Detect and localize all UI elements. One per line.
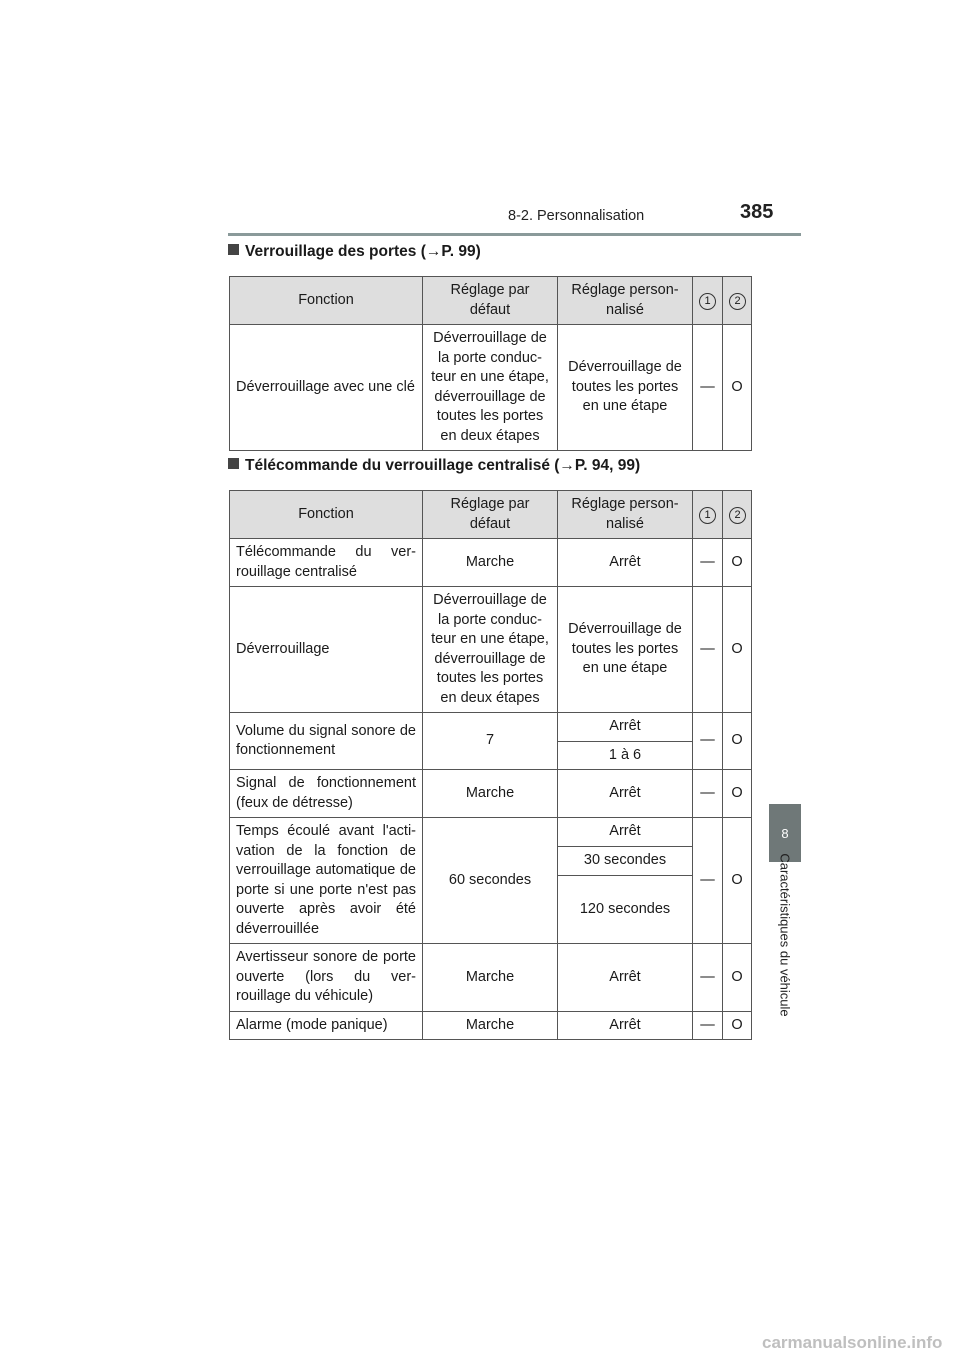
cell-custom: 30 secondes <box>558 846 693 875</box>
table-row <box>230 539 752 587</box>
table-row <box>230 325 752 451</box>
cell-default: Marche <box>423 770 558 818</box>
cell-custom: Arrêt <box>558 818 693 847</box>
table-header-row <box>230 277 752 325</box>
chapter-label: Caractéristiques du véhicule <box>777 853 793 1017</box>
col-header-mark-1 <box>693 277 723 325</box>
remote-lock-table <box>229 490 752 1040</box>
watermark: carmanualsonline.info <box>762 1333 943 1352</box>
cell-default: 7 <box>423 713 558 770</box>
col-header-custom: Réglage person-nalisé <box>558 277 693 325</box>
cell-mark-1: — <box>693 770 723 818</box>
col-header-function: Fonction <box>230 277 423 325</box>
cell-function: Déverrouillage <box>230 587 423 713</box>
cell-mark-2: O <box>723 1011 752 1040</box>
cell-custom: Arrêt <box>558 770 693 818</box>
cell-function: Volume du signal sonore de fonctionnement <box>230 713 423 770</box>
table-header-row <box>230 491 752 539</box>
col-header-mark-1 <box>693 491 723 539</box>
cell-mark-1: — <box>693 539 723 587</box>
col-header-default: Réglage par défaut <box>423 491 558 539</box>
section-heading-remote <box>228 457 640 475</box>
cell-custom: Déverrouillage de toutes les portes en une étape <box>558 325 693 451</box>
cell-mark-1: — <box>693 1011 723 1040</box>
circled-2-icon: 2 <box>729 293 746 310</box>
cell-function: Signal de fonctionnement (feux de détresse) <box>230 770 423 818</box>
chapter-tab: 8 <box>769 804 801 862</box>
cell-default: Marche <box>423 944 558 1012</box>
cell-custom: Arrêt <box>558 1011 693 1040</box>
page-number: 385 <box>740 201 774 223</box>
cell-mark-2: O <box>723 770 752 818</box>
table-row <box>230 587 752 713</box>
square-bullet-icon <box>228 244 239 255</box>
cell-mark-1: — <box>693 818 723 944</box>
cell-custom: 120 secondes <box>558 875 693 943</box>
cell-mark-1: — <box>693 944 723 1012</box>
col-header-default: Réglage par défaut <box>423 277 558 325</box>
section-heading-text: Télécommande du verrouillage centralisé (→P. 94, 99) <box>245 457 641 474</box>
cell-mark-1: — <box>693 713 723 770</box>
table-row <box>230 818 752 847</box>
cell-mark-2: O <box>723 713 752 770</box>
circled-2-icon: 2 <box>729 507 746 524</box>
cell-custom: 1 à 6 <box>558 741 693 770</box>
cell-mark-1: — <box>693 587 723 713</box>
table-row <box>230 770 752 818</box>
section-heading-door-lock <box>228 243 481 261</box>
circled-1-icon: 1 <box>699 507 716 524</box>
col-header-function: Fonction <box>230 491 423 539</box>
door-lock-table <box>229 276 752 451</box>
table-row <box>230 944 752 1012</box>
cell-function: Alarme (mode panique) <box>230 1011 423 1040</box>
cell-default: Marche <box>423 539 558 587</box>
table-row <box>230 713 752 742</box>
cell-function: Déverrouillage avec une clé <box>230 325 423 451</box>
cell-default: Marche <box>423 1011 558 1040</box>
cell-mark-1: — <box>693 325 723 451</box>
cell-default: 60 secondes <box>423 818 558 944</box>
cell-custom: Arrêt <box>558 539 693 587</box>
cell-mark-2: O <box>723 539 752 587</box>
cell-function: Temps écoulé avant l'acti-vation de la fonction de verrouillage automatique de porte si une porte n'est pas ouverte après avoir été déverrouillée <box>230 818 423 944</box>
square-bullet-icon <box>228 458 239 469</box>
cell-mark-2: O <box>723 587 752 713</box>
section-title: 8-2. Personnalisation <box>508 208 645 224</box>
cell-mark-2: O <box>723 325 752 451</box>
header-divider <box>228 233 801 236</box>
table-row <box>230 1011 752 1040</box>
col-header-custom: Réglage person-nalisé <box>558 491 693 539</box>
cell-default: Déverrouillage de la porte conduc-teur en une étape, déverrouillage de toutes les portes en deux étapes <box>423 325 558 451</box>
cell-mark-2: O <box>723 818 752 944</box>
cell-default: Déverrouillage de la porte conduc-teur en une étape, déverrouillage de toutes les portes en deux étapes <box>423 587 558 713</box>
cell-mark-2: O <box>723 944 752 1012</box>
col-header-mark-2 <box>723 277 752 325</box>
cell-function: Télécommande du ver-rouillage centralisé <box>230 539 423 587</box>
section-heading-text: Verrouillage des portes (→P. 99) <box>245 243 481 260</box>
circled-1-icon: 1 <box>699 293 716 310</box>
cell-function: Avertisseur sonore de porte ouverte (lors du ver-rouillage du véhicule) <box>230 944 423 1012</box>
cell-custom: Arrêt <box>558 944 693 1012</box>
cell-custom: Déverrouillage de toutes les portes en une étape <box>558 587 693 713</box>
col-header-mark-2 <box>723 491 752 539</box>
cell-custom: Arrêt <box>558 713 693 742</box>
